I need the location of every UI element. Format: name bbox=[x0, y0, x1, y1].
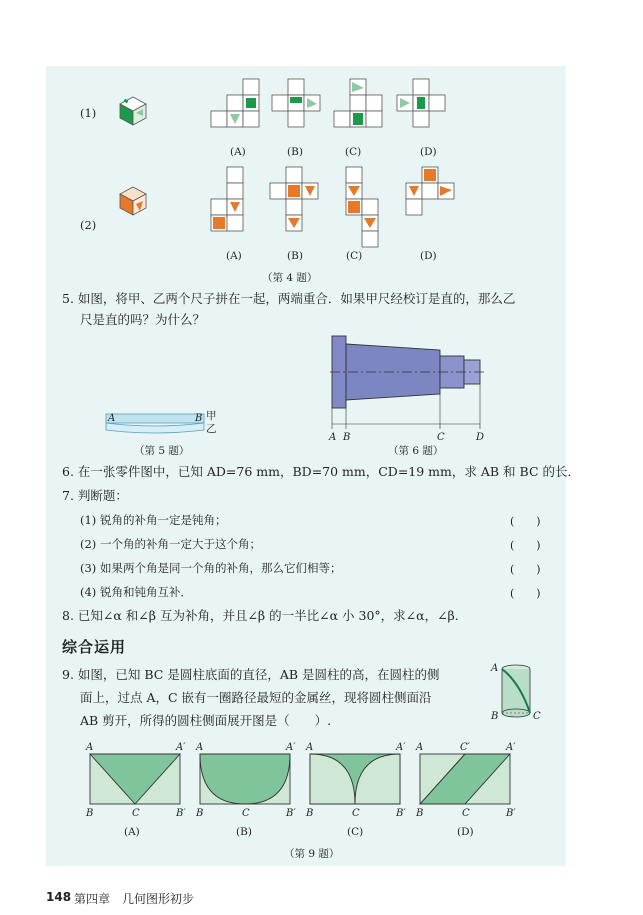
q9-option-a: (A) bbox=[124, 826, 140, 838]
q7-answer-2[interactable]: ( ) bbox=[510, 539, 541, 552]
q5-yi-label: 乙 bbox=[206, 423, 217, 435]
q9-a-label-a-prime: A′ bbox=[176, 742, 186, 753]
q9-c-label-a-prime: A′ bbox=[396, 742, 406, 753]
q4-cube1-icon bbox=[118, 96, 148, 126]
q8-text: 8. 已知∠α 和∠β 互为补角，并且∠β 的一半比∠α 小 30°，求∠α，∠β. bbox=[62, 608, 459, 623]
q9-b-label-b: B bbox=[196, 808, 204, 819]
q4-row2-option-a: (A) bbox=[226, 250, 242, 262]
q5-text-line1: 5. 如图，将甲、乙两个尺子拼在一起，两端重合．如果甲尺经校订是直的，那么乙 bbox=[62, 291, 516, 306]
q9-b-label-a: A bbox=[196, 742, 204, 753]
q9-options-figures bbox=[90, 754, 550, 806]
page-number: 148 bbox=[46, 890, 72, 904]
q4-row1-option-c: (C) bbox=[345, 146, 362, 158]
q4-row1-option-a: (A) bbox=[230, 146, 246, 158]
q7-item-2: (2) 一个角的补角一定大于这个角； bbox=[80, 537, 261, 551]
q9-c-label-b: B bbox=[306, 808, 314, 819]
q6-label-b: B bbox=[343, 432, 351, 443]
q6-caption: （第 6 题） bbox=[388, 445, 444, 457]
q9-cylinder-figure bbox=[498, 663, 534, 721]
section-title: 综合运用 bbox=[62, 638, 127, 656]
q4-cube2-icon bbox=[118, 186, 148, 216]
q9-cyl-label-b: B bbox=[491, 711, 499, 722]
q9-b-label-b-prime: B′ bbox=[286, 808, 296, 819]
q9-text-line3: AB 剪开，所得的圆柱侧面展开图是（ ）. bbox=[80, 713, 332, 728]
q5-jia-label: 甲 bbox=[206, 410, 217, 422]
q9-option-c: (C) bbox=[347, 826, 364, 838]
q9-caption: （第 9 题） bbox=[284, 848, 340, 860]
q7-item-1: (1) 锐角的补角一定是钝角； bbox=[80, 513, 227, 527]
q4-row1-option-d: (D) bbox=[420, 146, 437, 158]
q7-item-4: (4) 锐角和钝角互补． bbox=[80, 585, 192, 599]
q9-a-label-a: A bbox=[86, 742, 94, 753]
q4-row1-label: (1) bbox=[80, 106, 97, 120]
q7-answer-3[interactable]: ( ) bbox=[510, 563, 541, 576]
q9-text-line2: 面上，过点 A，C 嵌有一圈路径最短的金属丝，现将圆柱侧面沿 bbox=[80, 690, 432, 705]
q6-part-drawing bbox=[330, 334, 500, 434]
q9-option-d: (D) bbox=[457, 826, 474, 838]
q9-d-label-b-prime: B′ bbox=[506, 808, 516, 819]
q4-row1-nets bbox=[210, 78, 450, 130]
q6-label-c: C bbox=[437, 432, 445, 443]
q9-cyl-label-c: C bbox=[533, 711, 541, 722]
q9-a-label-b: B bbox=[86, 808, 94, 819]
q6-label-d: D bbox=[476, 432, 485, 443]
q5-ruler-label-a: A bbox=[108, 413, 116, 424]
q4-row2-nets bbox=[210, 166, 455, 250]
q9-c-label-b-prime: B′ bbox=[396, 808, 406, 819]
q4-caption: （第 4 题） bbox=[262, 272, 318, 284]
q5-caption: （第 5 题） bbox=[134, 445, 190, 457]
q9-a-label-c: C bbox=[132, 808, 140, 819]
q9-c-label-c: C bbox=[352, 808, 360, 819]
q5-ruler-label-b: B bbox=[195, 413, 203, 424]
q4-row2-option-d: (D) bbox=[420, 250, 437, 262]
q7-title: 7. 判断题： bbox=[62, 488, 128, 503]
q4-row1-option-b: (B) bbox=[287, 146, 303, 158]
q4-row2-option-b: (B) bbox=[287, 250, 303, 262]
q9-d-label-b: B bbox=[416, 808, 424, 819]
q9-d-label-c: C bbox=[462, 808, 470, 819]
q9-b-label-c: C bbox=[242, 808, 250, 819]
q9-d-label-a-prime: A′ bbox=[506, 742, 516, 753]
q7-item-3: (3) 如果两个角是同一个角的补角，那么它们相等； bbox=[80, 561, 342, 575]
q9-d-label-a: A bbox=[416, 742, 424, 753]
q7-answer-4[interactable]: ( ) bbox=[510, 587, 541, 600]
q9-cyl-label-a: A bbox=[491, 663, 499, 674]
q9-c-label-a: A bbox=[306, 742, 314, 753]
q9-text-line1: 9. 如图，已知 BC 是圆柱底面的直径，AB 是圆柱的高，在圆柱的侧 bbox=[62, 667, 440, 682]
q9-d-label-c-prime: C′ bbox=[460, 742, 470, 753]
q7-answer-1[interactable]: ( ) bbox=[510, 515, 541, 528]
chapter-title: 第四章 几何图形初步 bbox=[74, 892, 195, 906]
q6-label-a: A bbox=[329, 432, 337, 443]
q9-option-b: (B) bbox=[236, 826, 252, 838]
q6-text: 6. 在一张零件图中，已知 AD=76 mm，BD=70 mm，CD=19 mm，求 AB 和 BC 的长． bbox=[62, 464, 580, 479]
q4-row2-option-c: (C) bbox=[346, 250, 363, 262]
q5-text-line2: 尺是直的吗？为什么？ bbox=[80, 312, 206, 327]
q9-a-label-b-prime: B′ bbox=[176, 808, 186, 819]
q4-row2-label: (2) bbox=[80, 218, 97, 232]
q9-b-label-a-prime: A′ bbox=[286, 742, 296, 753]
